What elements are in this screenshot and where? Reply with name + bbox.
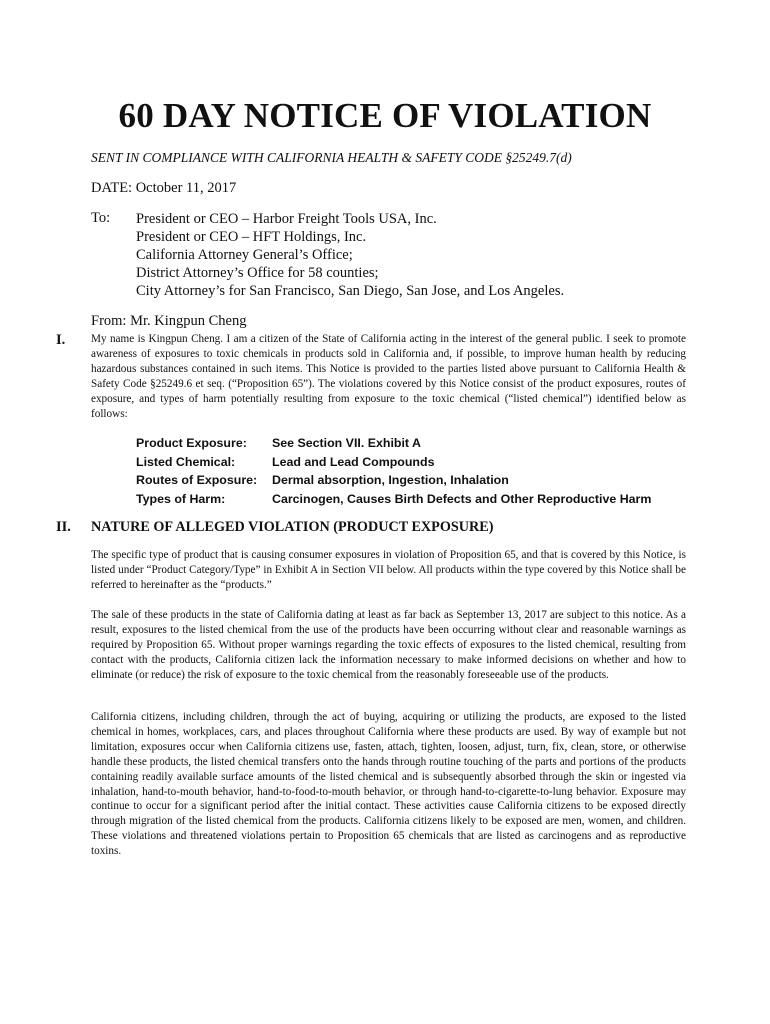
violation-facts-table: [136, 434, 651, 508]
fact-value: Carcinogen, Causes Birth Defects and Other Reproductive Harm: [272, 491, 652, 506]
fact-row-listed-chemical: [136, 453, 651, 472]
fact-value: Dermal absorption, Ingestion, Inhalation: [272, 473, 509, 488]
recipient-item: California Attorney General’s Office;: [136, 247, 353, 263]
fact-value: See Section VII. Exhibit A: [272, 436, 421, 451]
from-line: From: Mr. Kingpun Cheng: [91, 313, 247, 329]
section-1-paragraph: My name is Kingpun Cheng. I am a citizen of the State of California acting in the interest of the general public. I seek to promote awareness of exposures to toxic chemicals in products sold in California and, if possible, to improve human health by reducing hazardous substances contained in such items. This Notice is provided to the parties listed above pursuant to California Health & Safety Code §25249.6 et seq. (“Proposition 65”). The violations covered by this Notice consist of the product exposures, routes of exposure, and types of harm potentially resulting from exposure to the toxic chemical (“listed chemical”) identified below as follows:: [91, 333, 686, 420]
fact-row-product-exposure: [136, 434, 651, 453]
to-label: To:: [91, 210, 111, 226]
recipient-list: [136, 210, 564, 300]
section-2-paragraph-2: The sale of these products in the state of California dating at least as far back as September 13, 2017 are subject to this notice. As a result, exposures to the listed chemical from the use of the products have been occurring without clear and reasonable warnings as required by Proposition 65. Without proper warnings regarding the toxic effects of exposures to the listed chemical, resulting from contact with the products, California citizen lack the information necessary to make informed decisions on whether and how to eliminate (or reduce) the risk of exposure to the toxic chemical from the reasonably foreseeable use of the products.: [91, 609, 686, 681]
section-2-heading: NATURE OF ALLEGED VIOLATION (PRODUCT EXPOSURE): [91, 519, 494, 535]
section-2-paragraph-3: California citizens, including children, through the act of buying, acquiring or utilizing the products, are exposed to the listed chemical in homes, workplaces, cars, and places throughout California where these products are used. By way of example but not limitation, exposures occur when California citizens use, fasten, attach, tighten, loosen, adjust, turn, fix, clean, store, or otherwise handle these products, the listed chemical transfers onto the hands through routine touching of the parts and portions of the products containing readily available surface amounts of the listed chemical and is subsequently absorbed through the skin or ingested via inhalation, hand-to-mouth behavior, hand-to-food-to-mouth behavior, or through hand-to-cigarette-to-lung behavior. Exposure may continue to occur for a significant period after the initial contact. These activities cause California citizens to be exposed directly through migration of the listed chemical from the products. California citizens likely to be exposed are men, women, and children. These violations and threatened violations pertain to Proposition 65 chemicals that are listed as carcinogens and as reproductive toxins.: [91, 711, 686, 858]
notice-title: 60 DAY NOTICE OF VIOLATION: [118, 96, 652, 135]
fact-label: Listed Chemical:: [136, 454, 236, 469]
section-1-number: I.: [56, 332, 66, 348]
fact-label: Product Exposure:: [136, 436, 247, 451]
fact-row-routes-of-exposure: [136, 471, 651, 490]
recipient-item: City Attorney’s for San Francisco, San Diego, San Jose, and Los Angeles.: [136, 283, 565, 299]
fact-label: Routes of Exposure:: [136, 473, 258, 488]
fact-value: Lead and Lead Compounds: [272, 454, 435, 469]
section-2-number: II.: [56, 519, 71, 535]
recipient-item: President or CEO – HFT Holdings, Inc.: [136, 229, 367, 245]
section-2-paragraph-1: The specific type of product that is causing consumer exposures in violation of Proposition 65, and that is covered by this Notice, is listed under “Product Category/Type” in Exhibit A in Section VII below. All products within the type covered by this Notice shall be referred to hereinafter as the “products.”: [91, 549, 686, 591]
recipient-item: District Attorney’s Office for 58 counties;: [136, 265, 379, 281]
notice-date: DATE: October 11, 2017: [91, 180, 237, 196]
fact-row-types-of-harm: [136, 490, 651, 509]
notice-subtitle: SENT IN COMPLIANCE WITH CALIFORNIA HEALTH & SAFETY CODE §25249.7(d): [91, 150, 572, 165]
recipient-item: President or CEO – Harbor Freight Tools USA, Inc.: [136, 211, 437, 227]
fact-label: Types of Harm:: [136, 491, 226, 506]
